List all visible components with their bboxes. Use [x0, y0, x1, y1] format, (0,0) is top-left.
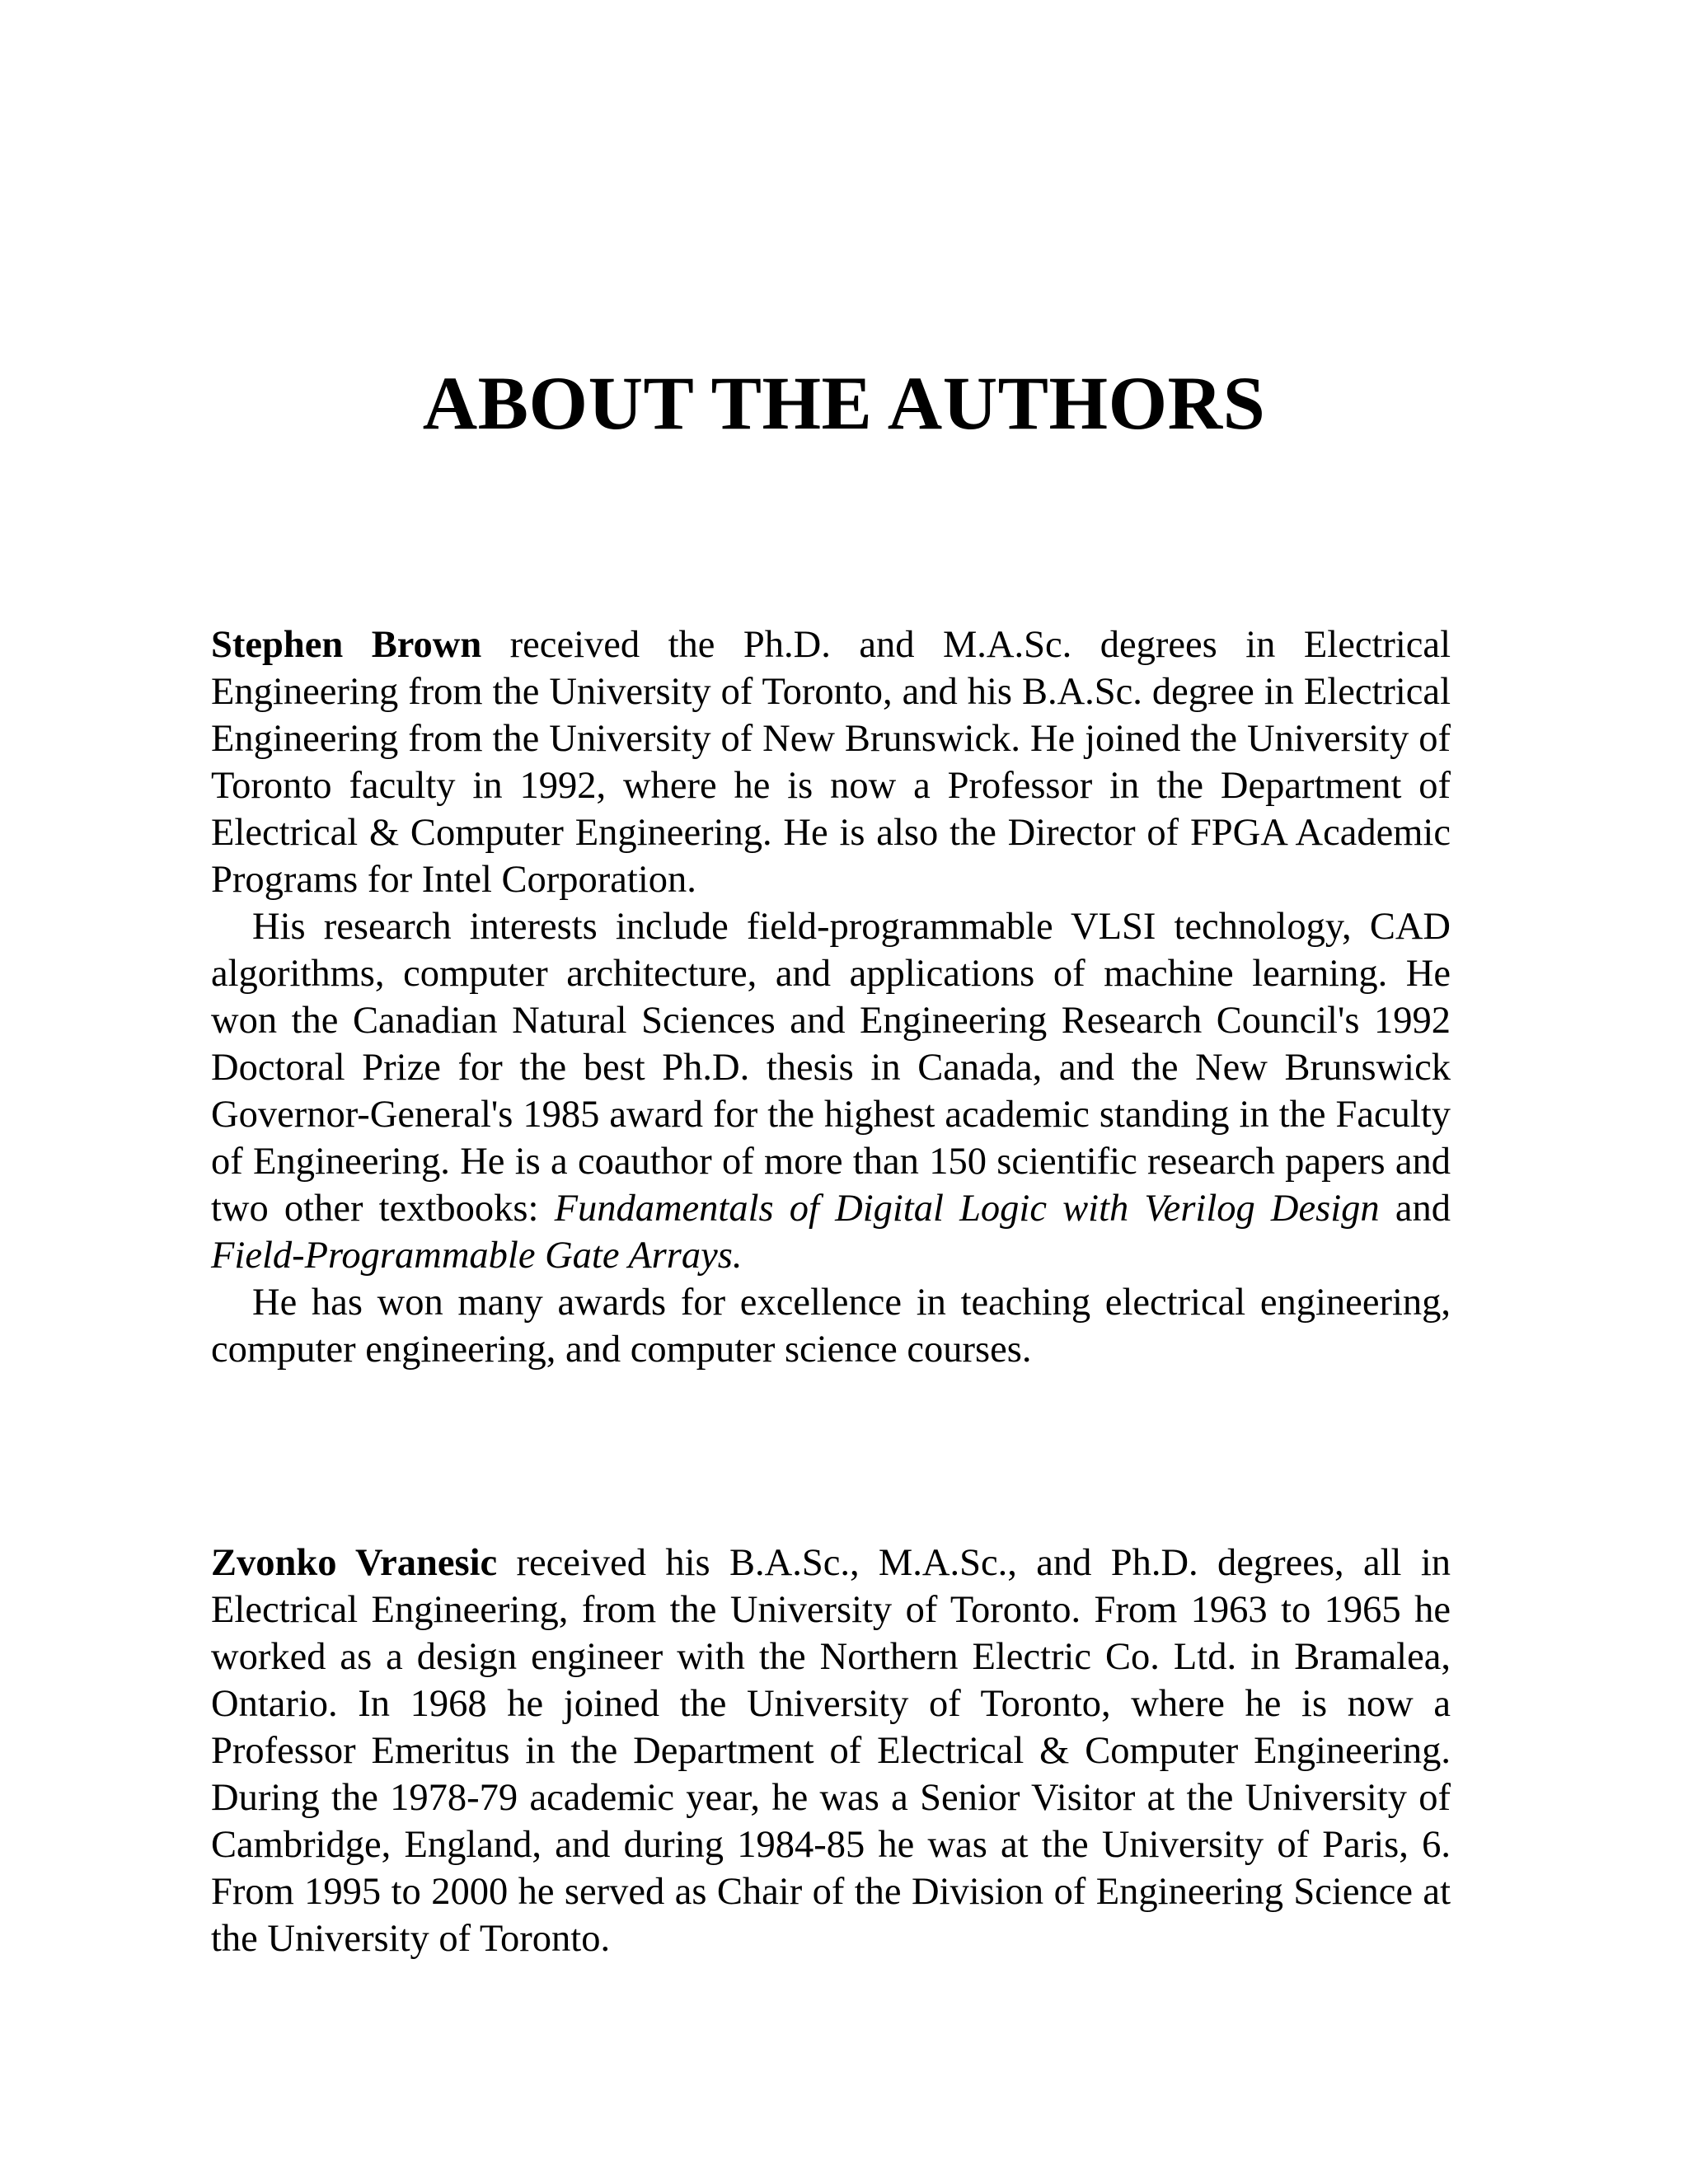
- bio-text: received his B.A.Sc., M.A.Sc., and Ph.D. degrees, all in Electrical Engineering, from the University of Toronto. From 1963 to 1965 he worked as a design engineer with the Northern Electric Co. Ltd. in Bramalea, Ontario. In 1968 he joined the University of Toronto, where he is now a Professor Emeritus in the Department of Electrical & Computer Engineering. During the 1978-79 academic year, he was a Senior Visitor at the University of Cambridge, England, and during 1984-85 he was at the University of Paris, 6. From 1995 to 2000 he served as Chair of the Division of Engineering Science at the University of Toronto.: [211, 1542, 1451, 1960]
- bio-paragraph: [211, 621, 1451, 903]
- bio-paragraph: [211, 1540, 1451, 1962]
- author-bio-zvonko-vranesic: [211, 1540, 1451, 1962]
- bio-text: His research interests include field-programmable VLSI technology, CAD algorithms, computer architecture, and applications of machine learning. He won the Canadian Natural Sciences and Engineering Research Council's 1992 Doctoral Prize for the best Ph.D. thesis in Canada, and the New Brunswick Governor-General's 1985 award for the highest academic standing in the Faculty of Engineering. He is a coauthor of more than 150 scientific research papers and two other textbooks:: [211, 906, 1451, 1230]
- bio-paragraph: [211, 903, 1451, 1279]
- book-title: Fundamentals of Digital Logic with Verilog Design: [554, 1188, 1380, 1230]
- author-bio-stephen-brown: [211, 621, 1451, 1373]
- author-name: Zvonko Vranesic: [211, 1542, 498, 1584]
- page-title: ABOUT THE AUTHORS: [422, 361, 1266, 445]
- bio-paragraph: [211, 1279, 1451, 1373]
- book-title: Field-Programmable Gate Arrays.: [211, 1235, 743, 1277]
- bio-text: and: [1379, 1188, 1451, 1230]
- bio-text: received the Ph.D. and M.A.Sc. degrees in Electrical Engineering from the University of Toronto, and his B.A.Sc. degree in Electrical Engineering from the University of New Brunswick. He joined the University of Toronto faculty in 1992, where he is now a Professor in the Department of Electrical & Computer Engineering. He is also the Director of FPGA Academic Programs for Intel Corporation.: [211, 624, 1451, 901]
- author-name: Stephen Brown: [211, 624, 482, 666]
- bio-text: He has won many awards for excellence in teaching electrical engineering, computer engineering, and computer science courses.: [211, 1282, 1451, 1371]
